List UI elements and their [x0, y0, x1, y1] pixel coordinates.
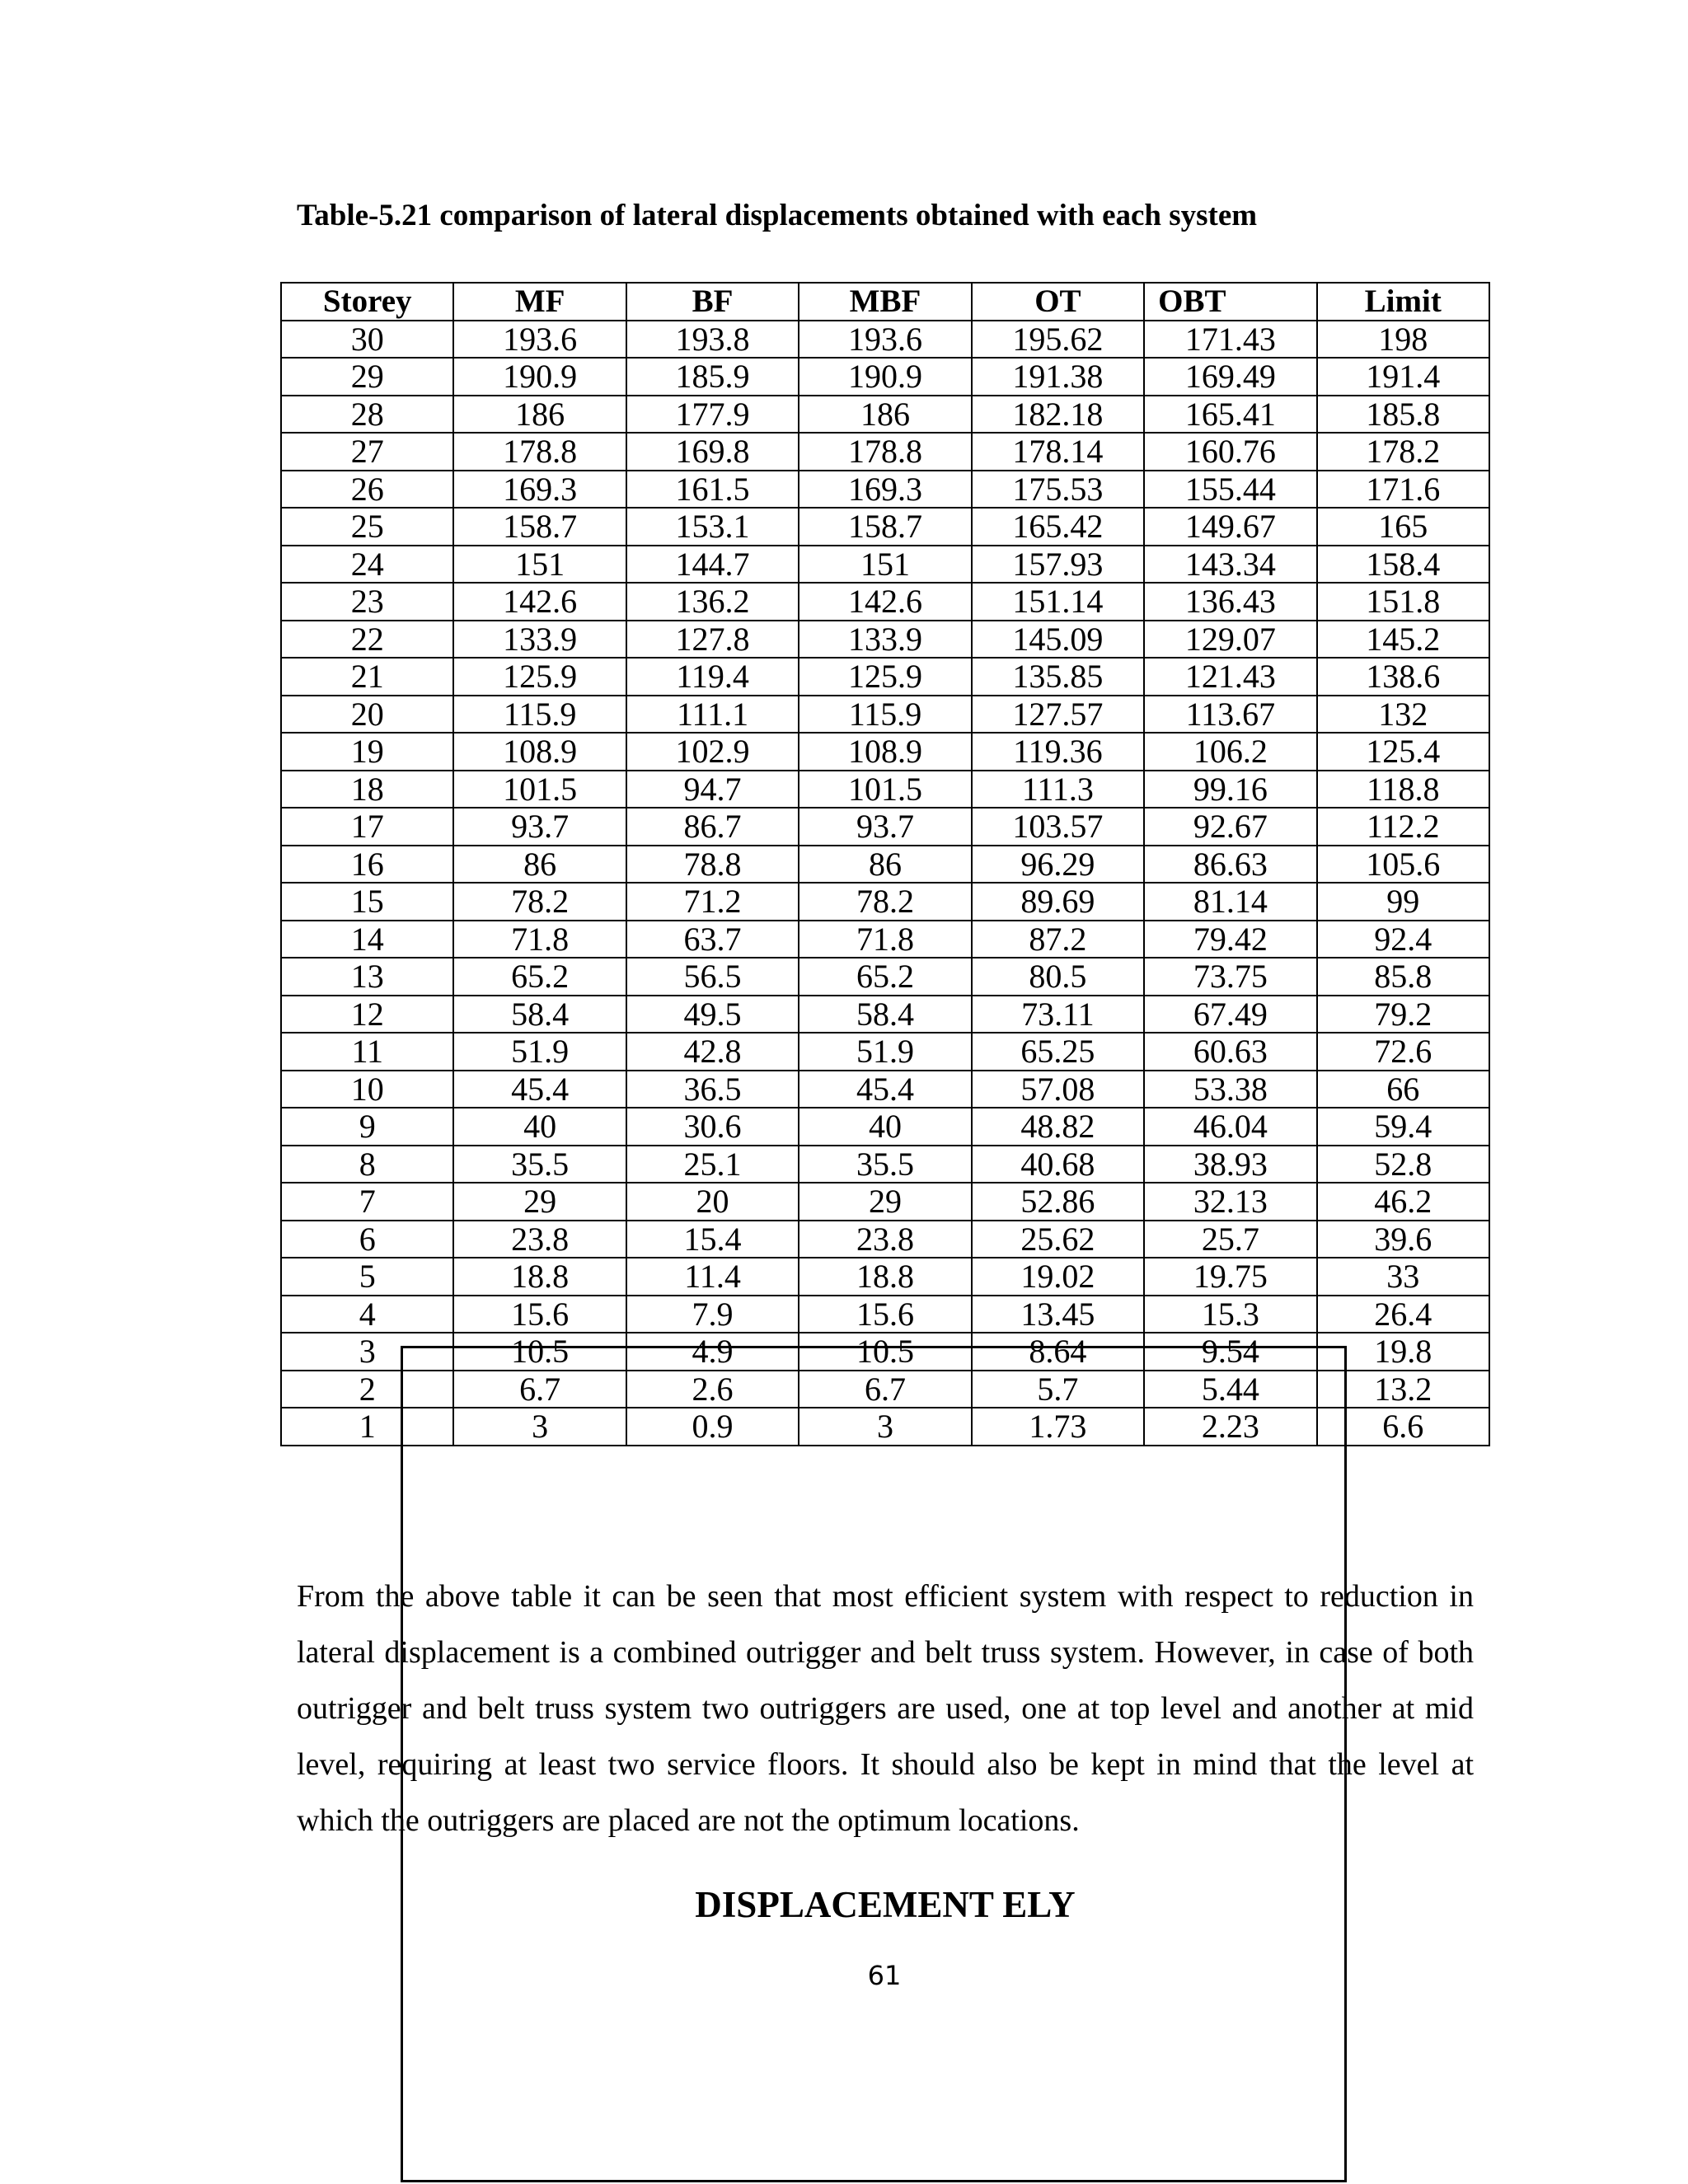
table-cell: 72.6	[1317, 1033, 1489, 1071]
table-cell: 73.11	[972, 996, 1144, 1033]
table-cell: 125.9	[453, 658, 626, 696]
table-cell: 111.3	[972, 771, 1144, 808]
table-cell: 80.5	[972, 958, 1144, 996]
table-cell: 151	[453, 546, 626, 583]
table-cell: 165.41	[1144, 396, 1316, 434]
table-cell: 143.34	[1144, 546, 1316, 583]
table-cell: 160.76	[1144, 433, 1316, 471]
table-row	[281, 1221, 1489, 1258]
table-cell: 165	[1317, 508, 1489, 546]
table-cell: 171.6	[1317, 471, 1489, 509]
table-cell: 25.62	[972, 1221, 1144, 1258]
table-cell: 24	[281, 546, 453, 583]
table-cell: 79.42	[1144, 921, 1316, 958]
table-cell: 40	[799, 1108, 971, 1146]
table-cell: 10.5	[799, 1333, 971, 1371]
table-cell: 3	[799, 1408, 971, 1446]
table-cell: 13.45	[972, 1296, 1144, 1333]
table-cell: 142.6	[453, 583, 626, 621]
table-cell: 108.9	[453, 733, 626, 771]
table-cell: 53.38	[1144, 1071, 1316, 1108]
table-cell: 2.23	[1144, 1408, 1316, 1446]
table-cell: 23.8	[453, 1221, 626, 1258]
table-cell: 103.57	[972, 808, 1144, 846]
table-cell: 111.1	[626, 696, 799, 733]
table-row	[281, 883, 1489, 921]
table-row	[281, 1258, 1489, 1296]
table-cell: 86	[799, 846, 971, 883]
column-header-storey: Storey	[281, 283, 453, 321]
table-cell: 99.16	[1144, 771, 1316, 808]
column-header-ot: OT	[972, 283, 1144, 321]
table-cell: 9.54	[1144, 1333, 1316, 1371]
table-cell: 1.73	[972, 1408, 1144, 1446]
table-cell: 158.4	[1317, 546, 1489, 583]
table-cell: 119.4	[626, 658, 799, 696]
table-cell: 155.44	[1144, 471, 1316, 509]
table-cell: 18.8	[453, 1258, 626, 1296]
table-cell: 129.07	[1144, 621, 1316, 658]
table-row	[281, 1146, 1489, 1183]
table-cell: 30	[281, 321, 453, 359]
table-cell: 193.6	[799, 321, 971, 359]
table-cell: 5	[281, 1258, 453, 1296]
table-cell: 46.04	[1144, 1108, 1316, 1146]
table-cell: 93.7	[453, 808, 626, 846]
table-cell: 132	[1317, 696, 1489, 733]
table-cell: 85.8	[1317, 958, 1489, 996]
table-row	[281, 1071, 1489, 1108]
section-heading: DISPLACEMENT ELY	[695, 1884, 1076, 1925]
table-cell: 25.7	[1144, 1221, 1316, 1258]
table-cell: 151	[799, 546, 971, 583]
table-cell: 11.4	[626, 1258, 799, 1296]
table-cell: 38.93	[1144, 1146, 1316, 1183]
table-cell: 66	[1317, 1071, 1489, 1108]
table-cell: 11	[281, 1033, 453, 1071]
table-cell: 40	[453, 1108, 626, 1146]
table-cell: 169.3	[799, 471, 971, 509]
table-cell: 193.6	[453, 321, 626, 359]
table-cell: 112.2	[1317, 808, 1489, 846]
table-cell: 25.1	[626, 1146, 799, 1183]
table-cell: 86.7	[626, 808, 799, 846]
table-row	[281, 846, 1489, 883]
table-cell: 35.5	[453, 1146, 626, 1183]
table-cell: 165.42	[972, 508, 1144, 546]
table-cell: 178.8	[453, 433, 626, 471]
table-cell: 45.4	[453, 1071, 626, 1108]
table-cell: 42.8	[626, 1033, 799, 1071]
table-cell: 175.53	[972, 471, 1144, 509]
table-cell: 191.4	[1317, 358, 1489, 396]
table-row	[281, 1408, 1489, 1446]
table-cell: 169.3	[453, 471, 626, 509]
table-cell: 121.43	[1144, 658, 1316, 696]
table-cell: 58.4	[453, 996, 626, 1033]
table-cell: 28	[281, 396, 453, 434]
table-cell: 86	[453, 846, 626, 883]
table-cell: 40.68	[972, 1146, 1144, 1183]
table-cell: 125.9	[799, 658, 971, 696]
table-cell: 78.8	[626, 846, 799, 883]
table-row	[281, 921, 1489, 958]
table-cell: 6.6	[1317, 1408, 1489, 1446]
table-cell: 19.02	[972, 1258, 1144, 1296]
table-cell: 142.6	[799, 583, 971, 621]
column-header-mbf: MBF	[799, 283, 971, 321]
table-cell: 78.2	[453, 883, 626, 921]
table-cell: 15	[281, 883, 453, 921]
table-row	[281, 808, 1489, 846]
table-cell: 15.4	[626, 1221, 799, 1258]
table-cell: 133.9	[453, 621, 626, 658]
table-row	[281, 658, 1489, 696]
table-cell: 87.2	[972, 921, 1144, 958]
table-cell: 178.14	[972, 433, 1144, 471]
table-row	[281, 696, 1489, 733]
table-cell: 193.8	[626, 321, 799, 359]
table-cell: 138.6	[1317, 658, 1489, 696]
table-cell: 7.9	[626, 1296, 799, 1333]
table-cell: 135.85	[972, 658, 1144, 696]
table-row	[281, 358, 1489, 396]
table-row	[281, 1033, 1489, 1071]
table-cell: 136.2	[626, 583, 799, 621]
table-cell: 65.25	[972, 1033, 1144, 1071]
displacement-table	[280, 282, 1490, 1446]
table-row	[281, 1371, 1489, 1408]
table-cell: 8.64	[972, 1333, 1144, 1371]
table-row	[281, 508, 1489, 546]
table-cell: 93.7	[799, 808, 971, 846]
table-cell: 14	[281, 921, 453, 958]
column-header-obt: OBT	[1144, 283, 1316, 321]
table-cell: 35.5	[799, 1146, 971, 1183]
table-cell: 2.6	[626, 1371, 799, 1408]
table-cell: 67.49	[1144, 996, 1316, 1033]
table-cell: 185.9	[626, 358, 799, 396]
table-cell: 186	[799, 396, 971, 434]
table-cell: 198	[1317, 321, 1489, 359]
table-cell: 60.63	[1144, 1033, 1316, 1071]
table-cell: 19	[281, 733, 453, 771]
table-cell: 157.93	[972, 546, 1144, 583]
table-cell: 185.8	[1317, 396, 1489, 434]
table-cell: 125.4	[1317, 733, 1489, 771]
table-row	[281, 996, 1489, 1033]
table-cell: 18	[281, 771, 453, 808]
table-cell: 71.8	[799, 921, 971, 958]
table-cell: 4	[281, 1296, 453, 1333]
table-cell: 3	[281, 1333, 453, 1371]
table-cell: 20	[626, 1183, 799, 1221]
table-cell: 127.57	[972, 696, 1144, 733]
table-cell: 2	[281, 1371, 453, 1408]
table-cell: 15.3	[1144, 1296, 1316, 1333]
table-cell: 151.8	[1317, 583, 1489, 621]
table-cell: 10	[281, 1071, 453, 1108]
table-cell: 15.6	[799, 1296, 971, 1333]
table-cell: 81.14	[1144, 883, 1316, 921]
table-cell: 113.67	[1144, 696, 1316, 733]
table-cell: 161.5	[626, 471, 799, 509]
table-cell: 5.7	[972, 1371, 1144, 1408]
table-cell: 86.63	[1144, 846, 1316, 883]
table-cell: 158.7	[453, 508, 626, 546]
table-cell: 29	[453, 1183, 626, 1221]
table-cell: 119.36	[972, 733, 1144, 771]
table-cell: 108.9	[799, 733, 971, 771]
table-cell: 92.67	[1144, 808, 1316, 846]
table-cell: 18.8	[799, 1258, 971, 1296]
table-cell: 5.44	[1144, 1371, 1316, 1408]
table-cell: 39.6	[1317, 1221, 1489, 1258]
table-cell: 6.7	[453, 1371, 626, 1408]
table-cell: 65.2	[453, 958, 626, 996]
table-cell: 52.86	[972, 1183, 1144, 1221]
table-cell: 106.2	[1144, 733, 1316, 771]
table-cell: 22	[281, 621, 453, 658]
table-cell: 78.2	[799, 883, 971, 921]
table-cell: 30.6	[626, 1108, 799, 1146]
table-cell: 151.14	[972, 583, 1144, 621]
table-row	[281, 546, 1489, 583]
table-row	[281, 958, 1489, 996]
table-row	[281, 771, 1489, 808]
table-cell: 32.13	[1144, 1183, 1316, 1221]
table-cell: 59.4	[1317, 1108, 1489, 1146]
table-cell: 4.9	[626, 1333, 799, 1371]
table-cell: 63.7	[626, 921, 799, 958]
table-cell: 133.9	[799, 621, 971, 658]
table-cell: 149.67	[1144, 508, 1316, 546]
table-cell: 10.5	[453, 1333, 626, 1371]
table-cell: 186	[453, 396, 626, 434]
table-row	[281, 583, 1489, 621]
table-cell: 115.9	[453, 696, 626, 733]
table-cell: 56.5	[626, 958, 799, 996]
table-cell: 49.5	[626, 996, 799, 1033]
table-row	[281, 1183, 1489, 1221]
table-cell: 45.4	[799, 1071, 971, 1108]
table-cell: 29	[281, 358, 453, 396]
table-cell: 190.9	[799, 358, 971, 396]
table-row	[281, 396, 1489, 434]
table-cell: 71.8	[453, 921, 626, 958]
table-row	[281, 621, 1489, 658]
table-cell: 29	[799, 1183, 971, 1221]
table-cell: 21	[281, 658, 453, 696]
table-body	[281, 321, 1489, 1446]
table-row	[281, 471, 1489, 509]
table-row	[281, 1108, 1489, 1146]
table-cell: 23	[281, 583, 453, 621]
table-cell: 1	[281, 1408, 453, 1446]
page-number: 61	[867, 1960, 902, 1991]
table-cell: 182.18	[972, 396, 1144, 434]
table-cell: 99	[1317, 883, 1489, 921]
table-row	[281, 433, 1489, 471]
table-cell: 136.43	[1144, 583, 1316, 621]
table-cell: 178.2	[1317, 433, 1489, 471]
table-cell: 26	[281, 471, 453, 509]
table-cell: 195.62	[972, 321, 1144, 359]
table-header-row	[281, 283, 1489, 321]
table-cell: 7	[281, 1183, 453, 1221]
table-cell: 169.49	[1144, 358, 1316, 396]
column-header-limit: Limit	[1317, 283, 1489, 321]
table-cell: 52.8	[1317, 1146, 1489, 1183]
table-cell: 33	[1317, 1258, 1489, 1296]
table-cell: 158.7	[799, 508, 971, 546]
column-header-bf: BF	[626, 283, 799, 321]
table-cell: 79.2	[1317, 996, 1489, 1033]
table-cell: 89.69	[972, 883, 1144, 921]
table-cell: 16	[281, 846, 453, 883]
table-row	[281, 321, 1489, 359]
table-cell: 57.08	[972, 1071, 1144, 1108]
body-paragraph: From the above table it can be seen that most efficient system with respect to reduction in lateral displacement is a combined outrigger and belt truss system. However, in case of both outrigger and belt truss system two outriggers are used, one at top level and another at mid level, requiring at least two service floors. It should also be kept in mind that the level at which the outriggers are placed are not the optimum locations.	[297, 1579, 1474, 1838]
table-row	[281, 733, 1489, 771]
table-cell: 15.6	[453, 1296, 626, 1333]
table-cell: 115.9	[799, 696, 971, 733]
table-cell: 19.75	[1144, 1258, 1316, 1296]
table-cell: 191.38	[972, 358, 1144, 396]
table-cell: 145.2	[1317, 621, 1489, 658]
table-cell: 51.9	[799, 1033, 971, 1071]
table-cell: 25	[281, 508, 453, 546]
table-cell: 94.7	[626, 771, 799, 808]
table-cell: 20	[281, 696, 453, 733]
table-cell: 105.6	[1317, 846, 1489, 883]
table-cell: 9	[281, 1108, 453, 1146]
table-cell: 177.9	[626, 396, 799, 434]
table-cell: 13	[281, 958, 453, 996]
column-header-mf: MF	[453, 283, 626, 321]
table-cell: 92.4	[1317, 921, 1489, 958]
table-cell: 96.29	[972, 846, 1144, 883]
table-cell: 73.75	[1144, 958, 1316, 996]
table-cell: 102.9	[626, 733, 799, 771]
table-cell: 12	[281, 996, 453, 1033]
table-cell: 17	[281, 808, 453, 846]
table-cell: 153.1	[626, 508, 799, 546]
table-cell: 8	[281, 1146, 453, 1183]
table-cell: 171.43	[1144, 321, 1316, 359]
table-cell: 3	[453, 1408, 626, 1446]
table-cell: 71.2	[626, 883, 799, 921]
table-cell: 101.5	[453, 771, 626, 808]
table-cell: 118.8	[1317, 771, 1489, 808]
table-cell: 19.8	[1317, 1333, 1489, 1371]
table-cell: 101.5	[799, 771, 971, 808]
table-cell: 190.9	[453, 358, 626, 396]
table-row	[281, 1296, 1489, 1333]
table-cell: 36.5	[626, 1071, 799, 1108]
table-cell: 145.09	[972, 621, 1144, 658]
table-cell: 13.2	[1317, 1371, 1489, 1408]
table-row	[281, 1333, 1489, 1371]
table-cell: 65.2	[799, 958, 971, 996]
table-cell: 6	[281, 1221, 453, 1258]
table-cell: 178.8	[799, 433, 971, 471]
table-cell: 23.8	[799, 1221, 971, 1258]
table-cell: 46.2	[1317, 1183, 1489, 1221]
table-title: Table-5.21 comparison of lateral displacements obtained with each system	[297, 199, 1258, 232]
table-cell: 51.9	[453, 1033, 626, 1071]
table-cell: 27	[281, 433, 453, 471]
table-cell: 144.7	[626, 546, 799, 583]
table-cell: 48.82	[972, 1108, 1144, 1146]
table-cell: 26.4	[1317, 1296, 1489, 1333]
table-cell: 0.9	[626, 1408, 799, 1446]
table-cell: 127.8	[626, 621, 799, 658]
table-cell: 6.7	[799, 1371, 971, 1408]
table-cell: 58.4	[799, 996, 971, 1033]
table-cell: 169.8	[626, 433, 799, 471]
